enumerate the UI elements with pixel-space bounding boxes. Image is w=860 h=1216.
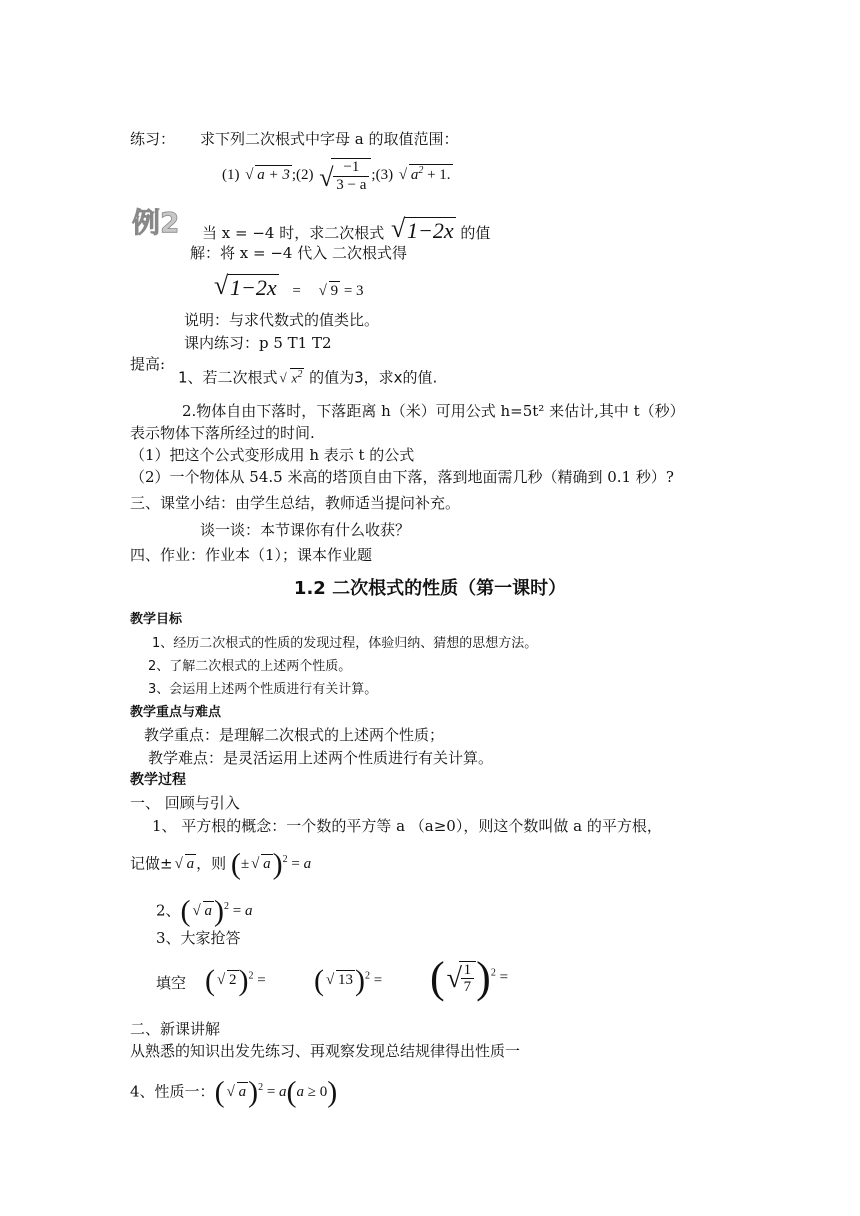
fill-label: 填空 <box>156 974 187 992</box>
example2-solution: 解：将 x = −4 代入 二次根式得 <box>190 244 407 262</box>
example2-equation: √ 1−2x = √ 9 = 3 <box>214 271 364 301</box>
summary-talk: 谈一谈：本节课你有什么收获？ <box>200 521 411 539</box>
fill-blank-a: ( √ 2)$^2$ = <box>205 964 266 997</box>
improve-q2-sub1: （1）把这个公式变形成用 h 表示 t 的公式 <box>130 446 415 464</box>
item-1: 1、 平方根的概念：一个数的平方等 a （a≥0），则这个数叫做 a 的平方根， <box>152 817 662 835</box>
example2-classwork: 课内练习：p 5 T1 T2 <box>184 334 332 352</box>
example-badge-icon <box>130 202 180 240</box>
item-3: 3、大家抢答 <box>156 929 241 947</box>
homework-line: 四、作业：作业本（1）；课本作业题 <box>130 546 373 564</box>
property-1: 4、性质一：( √ a)$^2$ = a(a ≥ 0) <box>130 1076 338 1109</box>
fill-blank-c: ( √ $\frac{1}{7}$ )$^2$ = <box>430 953 509 1002</box>
review-heading: 一、 回顾与引入 <box>130 794 240 812</box>
summary-line: 三、课堂小结：由学生总结，教师适当提问补充。 <box>130 494 461 512</box>
key-point: 教学重点：是理解二次根式的上述两个性质； <box>144 726 445 744</box>
fill-blank-b: ( √ 13)$^2$ = <box>314 964 383 997</box>
process-heading: 教学过程 <box>130 772 186 788</box>
improve-q2-line2: 表示物体下落所经过的时间. <box>130 424 315 442</box>
improve-q2-sub2: （2）一个物体从 54.5 米高的塔顶自由下落，落到地面需几秒（精确到 0.1 秒）? <box>130 468 674 486</box>
key-heading: 教学重点与难点 <box>130 705 222 720</box>
practice-text: 求下列二次根式中字母 a 的取值范围： <box>200 130 459 148</box>
item-1-notation: 记做± √ a ，则 (± √ a)$^2$ = a <box>130 848 312 881</box>
example2-question: 当 x = −4 时，求二次根式 √ 1−2x 的值 <box>202 214 491 244</box>
practice-label: 练习： <box>130 130 176 148</box>
item-2: 2、( √ a)$^2$ = a <box>156 895 253 928</box>
section-title: 1.2 二次根式的性质（第一课时） <box>293 578 567 599</box>
new-lesson-heading: 二、新课讲解 <box>130 1020 221 1038</box>
goal-item: 2、了解二次根式的上述两个性质。 <box>148 659 352 674</box>
goals-heading: 教学目标 <box>130 612 183 627</box>
goal-item: 3、会运用上述两个性质进行有关计算。 <box>148 682 378 697</box>
improve-q2-line1: 2.物体自由下落时，下落距离 h（米）可用公式 h=5t² 来估计,其中 t（秒） <box>182 402 685 420</box>
difficulty: 教学难点：是灵活运用上述两个性质进行有关计算。 <box>148 749 494 767</box>
example2-note: 说明：与求代数式的值类比。 <box>184 311 380 329</box>
svg-text:例2: 例2 <box>132 206 180 239</box>
new-lesson-desc: 从熟悉的知识出发先练习、再观察发现总结规律得出性质一 <box>130 1042 521 1060</box>
improve-q1: 1、若二次根式 √ $x^2$ 的值为3，求x的值. <box>178 368 438 387</box>
practice-formulas: (1) √ a + 3 ;(2) √ $\frac{-1}{3 - a}$ ;(3) √ $a^2 + 1$. <box>222 159 451 193</box>
improve-label: 提高: <box>130 355 166 373</box>
goal-item: 1、经历二次根式的性质的发现过程，体验归纳、猜想的思想方法。 <box>152 636 538 651</box>
